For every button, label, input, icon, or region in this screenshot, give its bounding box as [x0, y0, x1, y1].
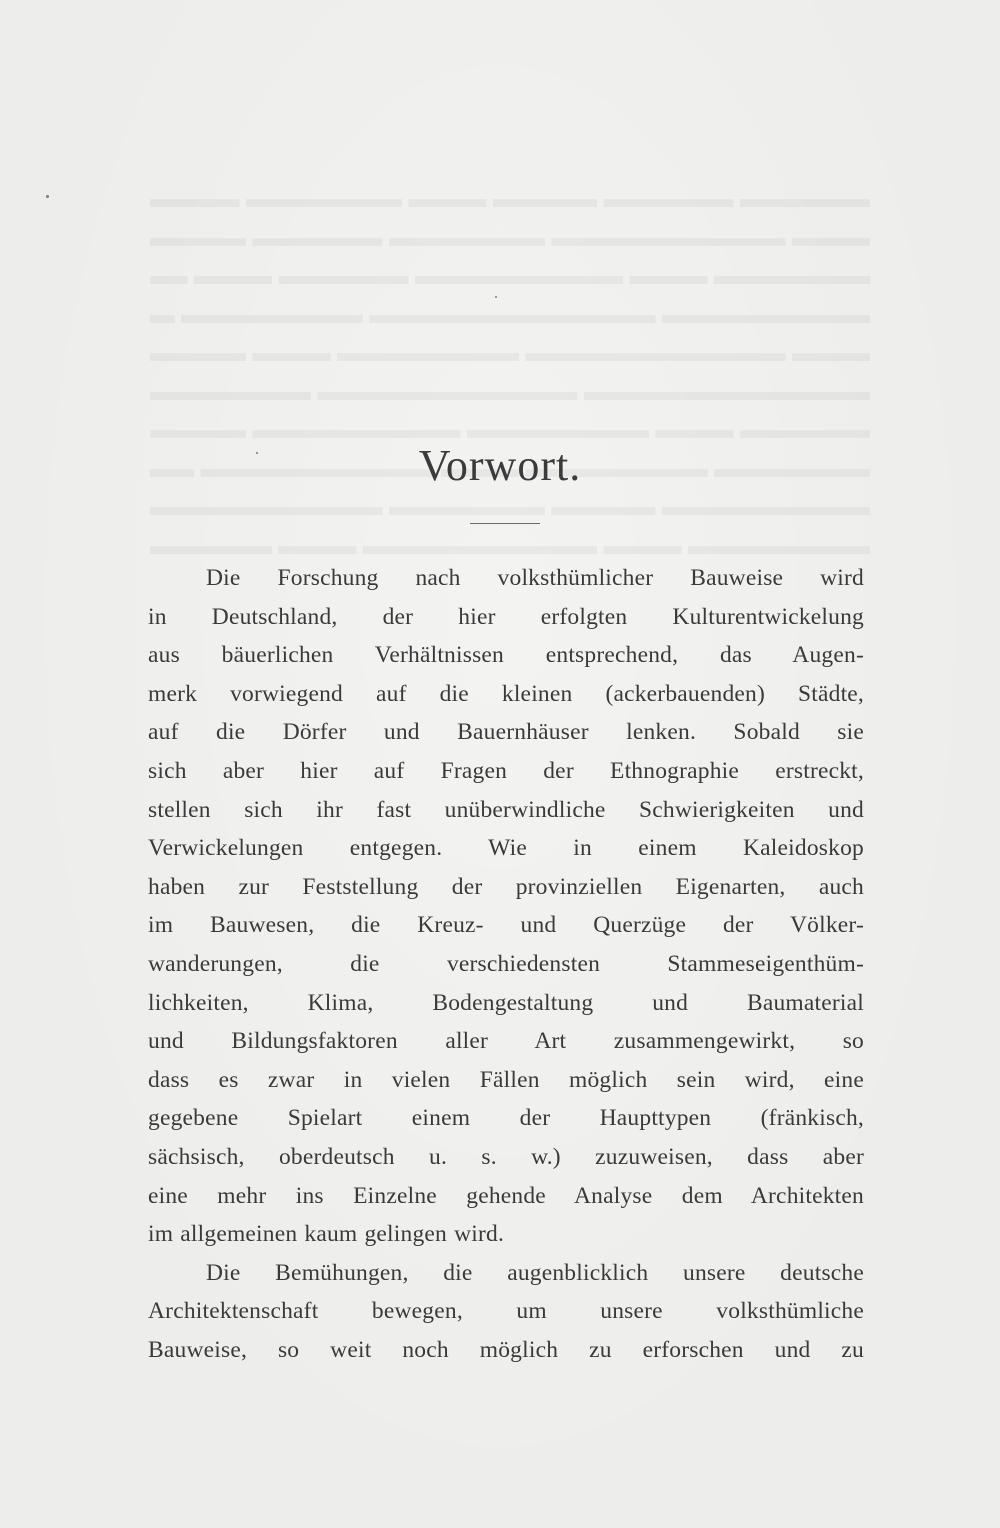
ink-speck: [46, 195, 49, 198]
text-line: aus bäuerlichen Verhältnissen entsprechend, das Augen-: [148, 642, 864, 669]
text-line: dass es zwar in vielen Fällen möglich sein wird, eine: [148, 1066, 864, 1093]
text-line: im Bauwesen, die Kreuz- und Querzüge der Völker-: [148, 912, 864, 939]
text-line: haben zur Feststellung der provinziellen Eigenarten, auch: [148, 873, 864, 900]
text-line: Die Forschung nach volksthümlicher Bauweise wird: [206, 565, 864, 591]
text-line: merk vorwiegend auf die kleinen (ackerbauenden) Städte,: [148, 680, 864, 707]
text-line: im allgemeinen kaum gelingen wird.: [148, 1221, 505, 1248]
text-line: eine mehr ins Einzelne gehende Analyse dem Architekten: [148, 1182, 864, 1209]
text-line: auf die Dörfer und Bauernhäuser lenken. Sobald sie: [148, 719, 864, 746]
paragraph-1: [148, 559, 864, 1254]
body-text: [148, 559, 864, 1369]
text-line: sächsisch, oberdeutsch u. s. w.) zuzuweisen, dass aber: [148, 1143, 864, 1170]
text-line: Die Bemühungen, die augenblicklich unsere deutsche: [206, 1259, 864, 1286]
text-line: sich aber hier auf Fragen der Ethnographie erstreckt,: [148, 757, 864, 784]
paragraph-2: [148, 1254, 864, 1370]
text-line: lichkeiten, Klima, Bodengestaltung und Baumaterial: [148, 989, 864, 1016]
text-line: Architektenschaft bewegen, um unsere volksthümliche: [148, 1298, 864, 1325]
text-line: Bauweise, so weit noch möglich zu erforschen und zu: [148, 1336, 864, 1363]
text-line: in Deutschland, der hier erfolgten Kulturentwickelung: [148, 603, 864, 630]
ink-speck: [256, 452, 258, 454]
ink-speck: [495, 296, 497, 298]
text-line: stellen sich ihr fast unüberwindliche Schwierigkeiten und: [148, 796, 864, 823]
page-title: Vorwort.: [418, 441, 582, 490]
text-line: Verwickelungen entgegen. Wie in einem Kaleidoskop: [148, 835, 864, 862]
text-line: wanderungen, die verschiedensten Stammeseigenthüm-: [148, 950, 864, 977]
text-line: gegebene Spielart einem der Haupttypen (fränkisch,: [148, 1105, 864, 1132]
bleed-through-texture: [150, 180, 870, 565]
text-line: und Bildungsfaktoren aller Art zusammengewirkt, so: [148, 1028, 864, 1055]
title-divider: [470, 523, 540, 524]
